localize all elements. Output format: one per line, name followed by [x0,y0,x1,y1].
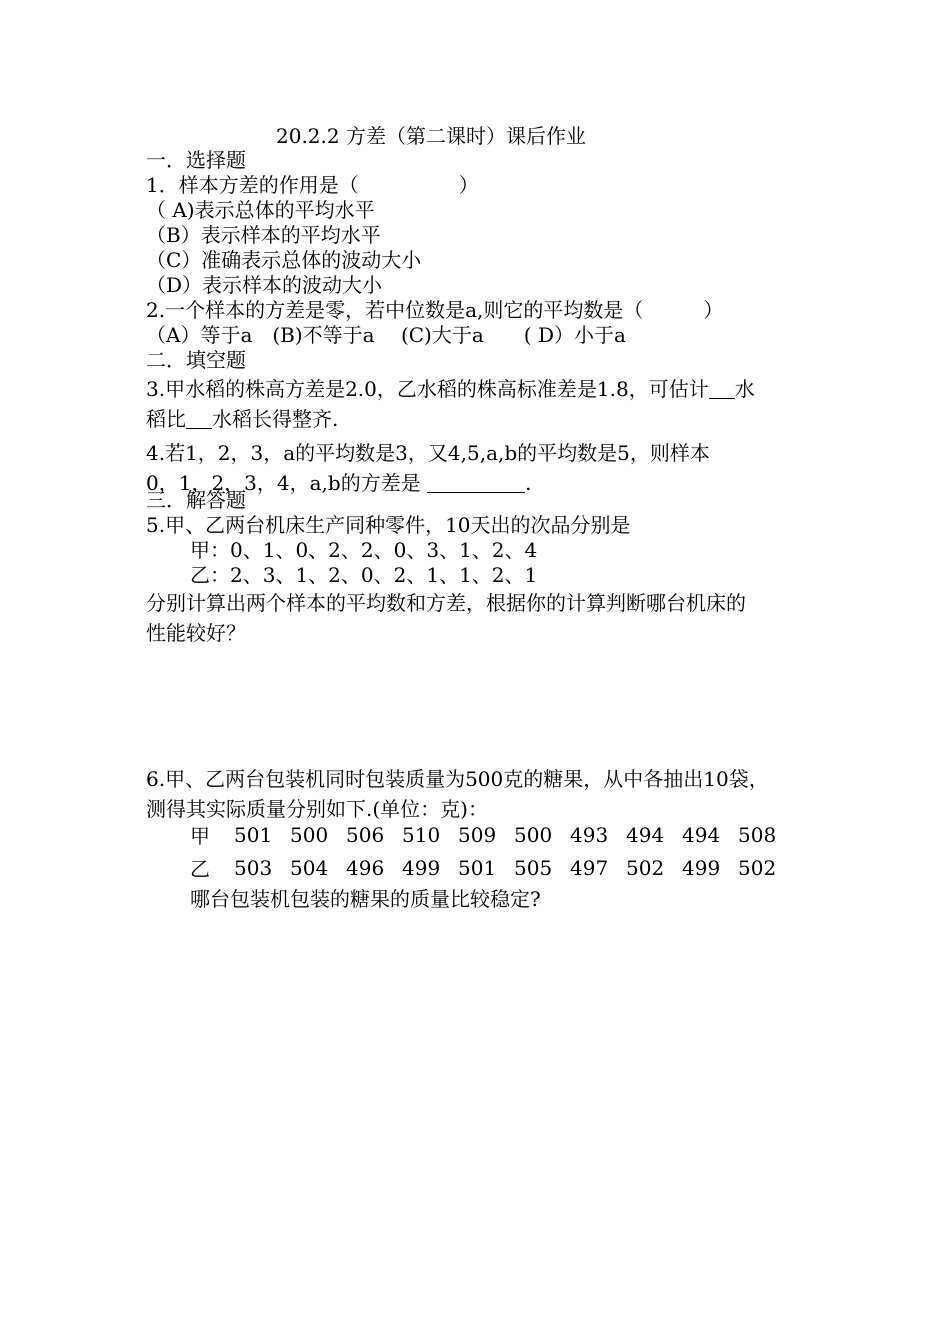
table-cell: 494 [626,822,665,847]
question-6-stem: 测得其实际质量分别如下.(单位：克)： [146,797,488,821]
table-cell: 494 [682,822,721,847]
section-heading: 三．解答题 [146,488,246,512]
question-5-yi: 乙：2、3、1、2、0、2、1、1、2、1 [190,563,538,587]
table-cell: 499 [682,855,721,880]
row-label: 甲 [190,824,210,848]
table-cell: 500 [514,822,553,847]
table-cell: 509 [458,822,497,847]
question-5-jia: 甲：0、1、0、2、2、0、3、1、2、4 [190,538,538,562]
table-cell: 493 [570,822,609,847]
question-5-ask: 性能较好？ [146,621,246,645]
question-6-stem: 6.甲、乙两台包装机同时包装质量为500克的糖果，从中各抽出10袋， [146,767,769,791]
table-cell: 497 [570,855,609,880]
question-4-line-1: 4.若1，2，3，a的平均数是3，又4,5,a,b的平均数是5，则样本 [146,441,710,465]
question-1-option-b: （B）表示样本的平均水平 [146,223,381,247]
question-6 [146,764,826,824]
question-3-line-1 [146,374,826,404]
table-row [190,818,794,851]
answer-blank[interactable] [186,410,212,429]
table-cell: 503 [234,855,273,880]
question-6-ask: 哪台包装机包装的糖果的质量比较稳定? [190,887,541,911]
section-choice [146,148,826,373]
question-6-ask-block [190,884,870,914]
table-cell: 496 [346,855,385,880]
question-3-text: 3.甲水稻的株高方差是2.0，乙水稻的株高标准差是1.8，可估计 [146,377,709,401]
question-1-option-c: （C）准确表示总体的波动大小 [146,248,422,272]
mass-table [190,818,794,884]
section-solve [146,488,826,648]
row-label: 乙 [190,857,210,881]
question-5-ask: 分别计算出两个样本的平均数和方差，根据你的计算判断哪台机床的 [146,591,746,615]
question-4-text: . [525,471,532,495]
table-cell: 501 [458,855,497,880]
question-1-option-a: （ A)表示总体的平均水平 [146,198,375,222]
table-cell: 502 [738,855,777,880]
section-heading: 一．选择题 [146,148,246,172]
question-3-line-2 [146,404,826,434]
table-cell: 505 [514,855,553,880]
question-1-stem: 1．样本方差的作用是（ ） [146,173,479,197]
table-cell: 504 [290,855,329,880]
section-fill [146,374,826,498]
section-heading: 二．填空题 [146,348,246,372]
table-cell: 500 [290,822,329,847]
table-cell: 508 [738,822,777,847]
table-cell: 506 [346,822,385,847]
table-row [190,851,794,884]
page-title: 20.2.2 方差（第二课时）课后作业 [276,124,586,148]
question-3-text: 水 [734,377,755,401]
table-cell: 501 [234,822,273,847]
question-2-options: （A）等于a (B)不等于a (C)大于a ( D）小于a [146,323,626,347]
table-cell: 502 [626,855,665,880]
question-5-stem: 5.甲、乙两台机床生产同种零件，10天出的次品分别是 [146,513,631,537]
table-cell: 510 [402,822,441,847]
question-4-text: 0，1，2，3，4，a,b的方差是 [146,471,428,495]
table-cell: 499 [402,855,441,880]
question-2-stem: 2.一个样本的方差是零，若中位数是a,则它的平均数是（ ） [146,298,724,322]
question-3-text: 水稻长得整齐. [212,407,339,431]
answer-blank[interactable] [709,380,735,399]
question-3-text: 稻比 [146,407,186,431]
question-1-option-d: （D）表示样本的波动大小 [146,273,383,297]
